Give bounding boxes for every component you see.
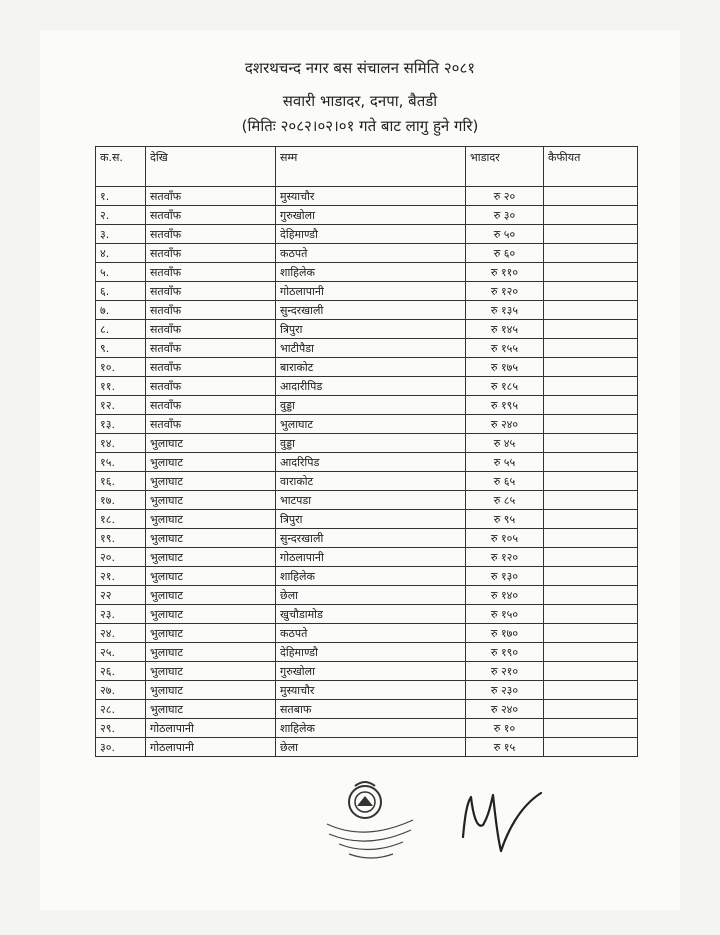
cell-remarks (544, 358, 638, 377)
col-header-fare: भाडादर (466, 147, 544, 187)
cell-sn: २४. (96, 624, 146, 643)
cell-remarks (544, 586, 638, 605)
cell-remarks (544, 624, 638, 643)
cell-to: मुस्याचौर (276, 681, 466, 700)
table-row (96, 567, 638, 586)
cell-from: भुलाघाट (146, 510, 276, 529)
cell-sn: ६. (96, 282, 146, 301)
cell-sn: ४. (96, 244, 146, 263)
cell-remarks (544, 605, 638, 624)
cell-remarks (544, 453, 638, 472)
cell-remarks (544, 301, 638, 320)
table-row (96, 244, 638, 263)
cell-remarks (544, 643, 638, 662)
cell-to: बाराकोट (276, 358, 466, 377)
table-row (96, 719, 638, 738)
cell-to: सतबाफ (276, 700, 466, 719)
cell-from: सतवाँफ (146, 339, 276, 358)
cell-from: सतवाँफ (146, 377, 276, 396)
cell-fare: रु १५० (466, 605, 544, 624)
cell-to: मुस्याचौर (276, 187, 466, 206)
col-header-to: सम्म (276, 147, 466, 187)
cell-fare: रु ६५ (466, 472, 544, 491)
cell-sn: १६. (96, 472, 146, 491)
cell-to: शाहिलेक (276, 263, 466, 282)
table-row (96, 529, 638, 548)
cell-sn: ३०. (96, 738, 146, 757)
cell-from: सतवाँफ (146, 301, 276, 320)
cell-sn: ११. (96, 377, 146, 396)
table-row (96, 377, 638, 396)
table-row (96, 510, 638, 529)
cell-from: भुलाघाट (146, 453, 276, 472)
cell-to: भाटपडा (276, 491, 466, 510)
cell-fare: रु १०५ (466, 529, 544, 548)
cell-remarks (544, 529, 638, 548)
cell-remarks (544, 415, 638, 434)
cell-from: भुलाघाट (146, 567, 276, 586)
table-row (96, 453, 638, 472)
cell-sn: २५. (96, 643, 146, 662)
cell-fare: रु ४५ (466, 434, 544, 453)
cell-sn: ५. (96, 263, 146, 282)
cell-to: वुड्डा (276, 396, 466, 415)
cell-remarks (544, 567, 638, 586)
cell-from: सतवाँफ (146, 263, 276, 282)
cell-from: सतवाँफ (146, 396, 276, 415)
cell-from: भुलाघाट (146, 662, 276, 681)
cell-from: सतवाँफ (146, 225, 276, 244)
cell-from: भुलाघाट (146, 529, 276, 548)
table-row (96, 263, 638, 282)
cell-fare: रु ३० (466, 206, 544, 225)
table-row (96, 396, 638, 415)
cell-from: सतवाँफ (146, 244, 276, 263)
col-header-from: देखि (146, 147, 276, 187)
cell-remarks (544, 491, 638, 510)
cell-to: छेला (276, 586, 466, 605)
cell-to: वाराकोट (276, 472, 466, 491)
cell-sn: १८. (96, 510, 146, 529)
cell-from: भुलाघाट (146, 491, 276, 510)
cell-to: कठपते (276, 244, 466, 263)
table-row (96, 624, 638, 643)
cell-fare: रु १२० (466, 548, 544, 567)
cell-from: गोठलापानी (146, 719, 276, 738)
cell-fare: रु २४० (466, 700, 544, 719)
cell-sn: २९. (96, 719, 146, 738)
cell-fare: रु २० (466, 187, 544, 206)
cell-from: भुलाघाट (146, 700, 276, 719)
cell-to: कठपते (276, 624, 466, 643)
fare-table-body (96, 187, 638, 757)
cell-fare: रु ८५ (466, 491, 544, 510)
cell-to: देहिमाण्डौ (276, 643, 466, 662)
cell-to: आदरिपिड (276, 453, 466, 472)
cell-fare: रु १७५ (466, 358, 544, 377)
cell-sn: १. (96, 187, 146, 206)
cell-to: गोठलापानी (276, 282, 466, 301)
cell-from: भुलाघाट (146, 586, 276, 605)
cell-sn: २०. (96, 548, 146, 567)
cell-remarks (544, 263, 638, 282)
cell-to: त्रिपुरा (276, 510, 466, 529)
cell-from: गोठलापानी (146, 738, 276, 757)
table-row (96, 301, 638, 320)
cell-fare: रु १२० (466, 282, 544, 301)
fare-table (95, 146, 638, 757)
cell-sn: १४. (96, 434, 146, 453)
cell-from: सतवाँफ (146, 282, 276, 301)
cell-fare: रु १७० (466, 624, 544, 643)
cell-to: सुन्दरखाली (276, 529, 466, 548)
cell-fare: रु ९५ (466, 510, 544, 529)
cell-sn: १०. (96, 358, 146, 377)
cell-sn: १२. (96, 396, 146, 415)
cell-remarks (544, 225, 638, 244)
cell-from: सतवाँफ (146, 187, 276, 206)
cell-sn: १९. (96, 529, 146, 548)
cell-sn: २८. (96, 700, 146, 719)
cell-fare: रु २३० (466, 681, 544, 700)
cell-to: भाटीपैडा (276, 339, 466, 358)
cell-remarks (544, 320, 638, 339)
cell-sn: २७. (96, 681, 146, 700)
cell-fare: रु १४५ (466, 320, 544, 339)
table-row (96, 339, 638, 358)
cell-to: भुलाघाट (276, 415, 466, 434)
table-row (96, 491, 638, 510)
col-header-remarks: कैफीयत (544, 147, 638, 187)
cell-fare: रु ६० (466, 244, 544, 263)
cell-to: शाहिलेक (276, 567, 466, 586)
cell-sn: ७. (96, 301, 146, 320)
table-row (96, 282, 638, 301)
cell-from: भुलाघाट (146, 605, 276, 624)
cell-remarks (544, 396, 638, 415)
cell-sn: ८. (96, 320, 146, 339)
cell-fare: रु १० (466, 719, 544, 738)
cell-to: छेला (276, 738, 466, 757)
table-row (96, 605, 638, 624)
cell-from: सतवाँफ (146, 320, 276, 339)
cell-fare: रु १५५ (466, 339, 544, 358)
cell-to: आदारीपिड (276, 377, 466, 396)
cell-to: त्रिपुरा (276, 320, 466, 339)
cell-sn: २. (96, 206, 146, 225)
cell-to: गुरुखोला (276, 206, 466, 225)
cell-sn: १७. (96, 491, 146, 510)
cell-fare: रु २१० (466, 662, 544, 681)
cell-remarks (544, 700, 638, 719)
cell-fare: रु ५५ (466, 453, 544, 472)
cell-remarks (544, 244, 638, 263)
cell-to: देहिमाण्डौ (276, 225, 466, 244)
cell-to: शाहिलेक (276, 719, 466, 738)
cell-sn: ९. (96, 339, 146, 358)
effective-date-note: (मितिः २०८२।०२।०१ गते बाट लागु हुने गरि) (241, 117, 479, 135)
table-header-row (96, 147, 638, 187)
cell-sn: २३. (96, 605, 146, 624)
cell-remarks (544, 662, 638, 681)
cell-from: भुलाघाट (146, 643, 276, 662)
cell-remarks (544, 206, 638, 225)
cell-sn: २१. (96, 567, 146, 586)
cell-sn: २२ (96, 586, 146, 605)
table-row (96, 700, 638, 719)
cell-remarks (544, 510, 638, 529)
cell-to: वुड्डा (276, 434, 466, 453)
fare-rate-heading: सवारी भाडादर, दनपा, बैतडी (282, 92, 438, 110)
cell-to: गुरुखोला (276, 662, 466, 681)
table-row (96, 738, 638, 757)
cell-fare: रु १३० (466, 567, 544, 586)
table-row (96, 225, 638, 244)
table-row (96, 320, 638, 339)
cell-from: सतवाँफ (146, 415, 276, 434)
cell-fare: रु १९० (466, 643, 544, 662)
cell-remarks (544, 434, 638, 453)
cell-from: भुलाघाट (146, 472, 276, 491)
cell-from: सतवाँफ (146, 206, 276, 225)
table-row (96, 206, 638, 225)
table-row (96, 187, 638, 206)
cell-fare: रु १८५ (466, 377, 544, 396)
cell-to: सुन्दरखाली (276, 301, 466, 320)
cell-remarks (544, 282, 638, 301)
cell-sn: २६. (96, 662, 146, 681)
cell-fare: रु १९५ (466, 396, 544, 415)
cell-fare: रु १४० (466, 586, 544, 605)
table-row (96, 472, 638, 491)
table-row (96, 662, 638, 681)
cell-remarks (544, 548, 638, 567)
cell-remarks (544, 187, 638, 206)
table-row (96, 548, 638, 567)
cell-sn: १३. (96, 415, 146, 434)
municipality-seal (315, 772, 425, 872)
table-row (96, 434, 638, 453)
cell-sn: १५. (96, 453, 146, 472)
cell-sn: ३. (96, 225, 146, 244)
cell-fare: रु २४० (466, 415, 544, 434)
cell-from: भुलाघाट (146, 624, 276, 643)
cell-fare: रु ५० (466, 225, 544, 244)
table-row (96, 586, 638, 605)
table-row (96, 358, 638, 377)
cell-fare: रु १३५ (466, 301, 544, 320)
cell-remarks (544, 377, 638, 396)
signature (455, 785, 545, 855)
table-row (96, 415, 638, 434)
cell-remarks (544, 681, 638, 700)
cell-fare: रु ११० (466, 263, 544, 282)
cell-from: भुलाघाट (146, 434, 276, 453)
cell-to: खुचौडामोड (276, 605, 466, 624)
cell-to: गोठलापानी (276, 548, 466, 567)
table-row (96, 681, 638, 700)
cell-remarks (544, 719, 638, 738)
cell-from: भुलाघाट (146, 548, 276, 567)
cell-remarks (544, 738, 638, 757)
cell-from: भुलाघाट (146, 681, 276, 700)
cell-remarks (544, 339, 638, 358)
table-row (96, 643, 638, 662)
col-header-sn: क.स. (96, 147, 146, 187)
cell-from: सतवाँफ (146, 358, 276, 377)
committee-title: दशरथचन्द नगर बस संचालन समिति २०८१ (244, 59, 476, 77)
cell-remarks (544, 472, 638, 491)
cell-fare: रु १५ (466, 738, 544, 757)
